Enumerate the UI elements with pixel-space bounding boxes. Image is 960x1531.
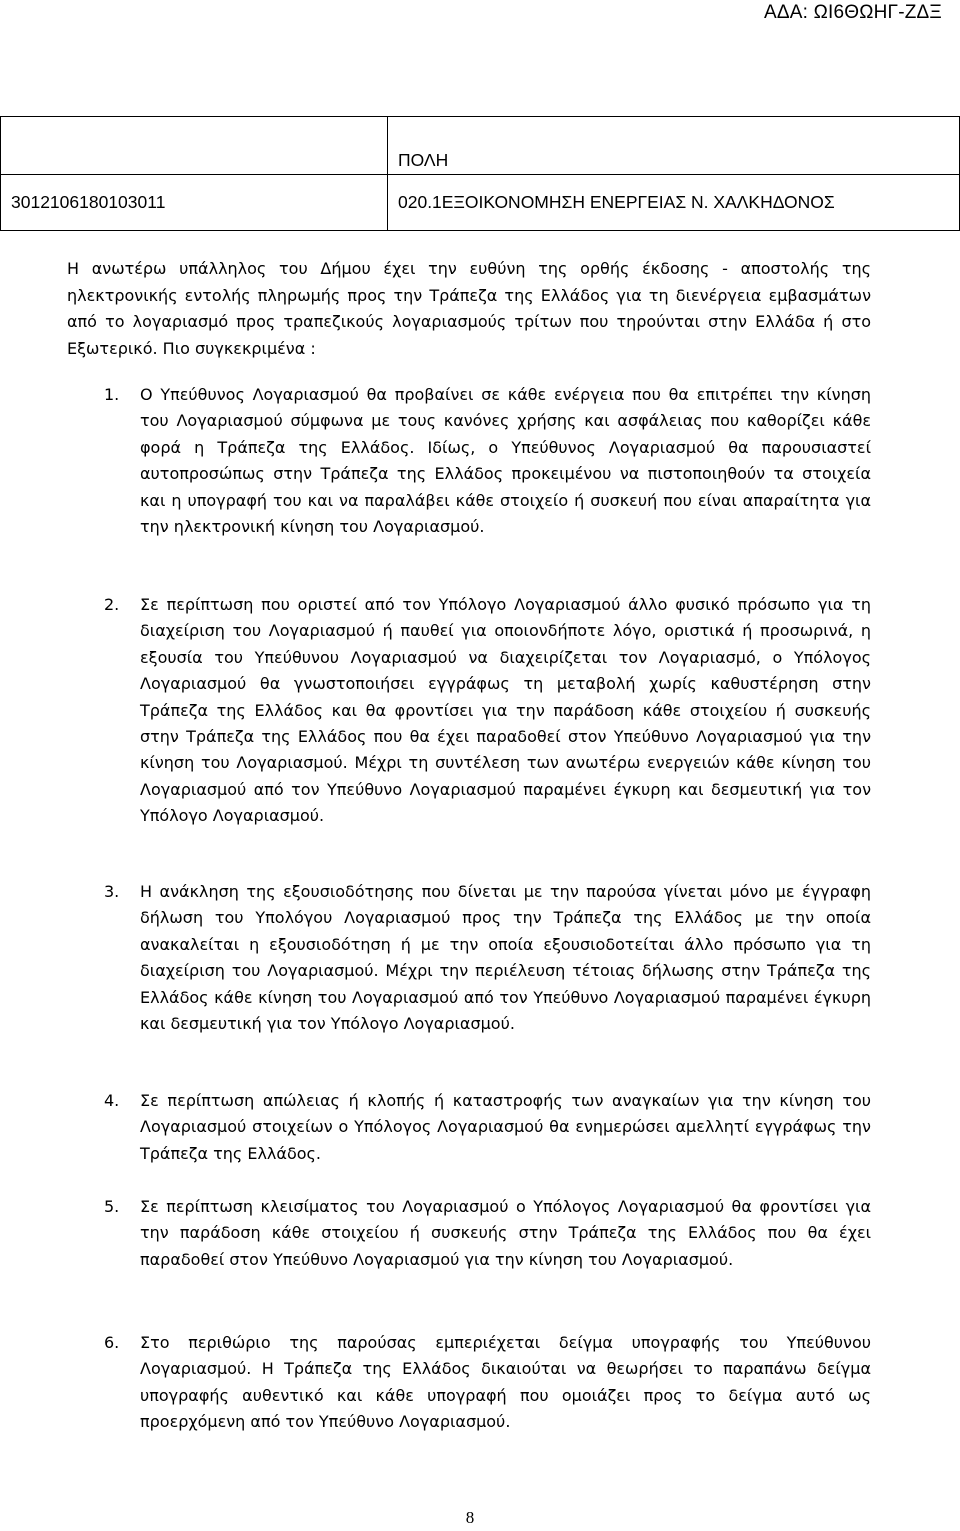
list-item-number: 5. xyxy=(104,1197,120,1216)
list-item-number: 3. xyxy=(104,882,120,901)
page-number: 8 xyxy=(465,1508,475,1527)
list-item xyxy=(104,382,871,540)
intro-paragraph: Η ανωτέρω υπάλληλος του Δήμου έχει την ευθύνη της ορθής έκδοσης - αποστολής της ηλεκτρονικής εντολής πληρωμής προς την Τράπεζα της Ελλάδος για τη διενέργεια εμβασμάτων από το λογαριασμό προς τραπεζικούς λογαριασμούς τρίτων που τηρούνται στην Ελλάδα ή στο Εξωτερικό. Πιο συγκεκριμένα : xyxy=(67,259,871,358)
list-item xyxy=(104,592,871,830)
table-cell-empty xyxy=(1,117,388,175)
list-item-text: Ο Υπεύθυνος Λογαριασμού θα προβαίνει σε κάθε ενέργεια που θα επιτρέπει την κίνηση του Λογαριασμού σύμφωνα με τους κανόνες χρήσης και ασφάλειας που καθορίζει κάθε φορά η Τράπεζα της Ελλάδος. Ιδίως, ο Υπεύθυνος Λογαριασμού θα παρουσιαστεί αυτοπροσώπως στην Τράπεζα της Ελλάδος προκειμένου να πιστοποιηθούν τα στοιχεία και η υπογραφή του και να παραλάβει κάθε στοιχείο ή συσκευή που είναι απαραίτητα για την ηλεκτρονική κίνηση του Λογαριασμού. xyxy=(140,385,871,537)
list-item-number: 6. xyxy=(104,1333,120,1352)
list-item-text: Η ανάκληση της εξουσιοδότησης που δίνεται με την παρούσα γίνεται μόνο με έγγραφη δήλωση του Υπολόγου Λογαριασμού προς την Τράπεζα της Ελλάδος με την οποία ανακαλείται η εξουσιοδότηση ή με την οποία εξουσιοδοτείται άλλο πρόσωπο για τη διαχείριση του Λογαριασμού. Μέχρι την περιέλευση τέτοιας δήλωσης στην Τράπεζα της Ελλάδος κάθε κίνηση του Λογαριασμού από τον Υπεύθυνο Λογαριασμού παραμένει έγκυρη και δεσμευτική για τον Υπόλογο Λογαριασμού. xyxy=(140,882,871,1034)
list-item xyxy=(104,879,871,1037)
list-item-number: 1. xyxy=(104,385,120,404)
table-row xyxy=(1,175,960,231)
list-item-number: 4. xyxy=(104,1091,120,1110)
info-table xyxy=(0,116,960,231)
list-item xyxy=(104,1088,871,1167)
ada-code: ΑΔΑ: ΩΙ6ΘΩΗΓ-ΖΔΞ xyxy=(764,2,942,23)
list-item xyxy=(104,1330,871,1436)
list-item xyxy=(104,1194,871,1273)
table-cell-code: 301210618010301​1 xyxy=(1,175,388,231)
list-item-text: Σε περίπτωση απώλειας ή κλοπής ή καταστροφής των αναγκαίων για την κίνηση του Λογαριασμού στοιχείων ο Υπόλογος Λογαριασμού θα ενημερώσει αμελλητί εγγράφως την Τράπεζα της Ελλάδος. xyxy=(140,1091,871,1163)
table-cell-description: 020.1ΕΞΟΙΚΟΝΟΜΗΣΗ ΕΝΕΡΓΕΙΑΣ Ν. ΧΑΛΚΗΔΟΝΟΣ xyxy=(388,175,960,231)
list-item-text: Σε περίπτωση που οριστεί από τον Υπόλογο Λογαριασμού άλλο φυσικό πρόσωπο για τη διαχείριση του Λογαριασμού ή παυθεί για οποιονδήποτε λόγο, οριστικά ή προσωρινά, η εξουσία του Υπεύθυνου Λογαριασμού να διαχειρίζεται τον Λογαριασμό, ο Υπόλογος Λογαριασμού θα γνωστοποιήσει εγγράφως τη μεταβολή χωρίς καθυστέρηση στην Τράπεζα της Ελλάδος και θα φροντίσει για την παράδοση κάθε στοιχείου ή συσκευής στην Τράπεζα της Ελλάδος που θα έχει παραδοθεί στον Υπεύθυνο Λογαριασμού για την κίνηση του Λογαριασμού. Μέχρι τη συντέλεση των ανωτέρω ενεργειών κάθε κίνηση του Λογαριασμού από τον Υπεύθυνο Λογαριασμού παραμένει έγκυρη και δεσμευτική για τον Υπόλογο Λογαριασμού. xyxy=(140,595,871,826)
list-item-number: 2. xyxy=(104,595,120,614)
list-item-text: Στο περιθώριο της παρούσας εμπεριέχεται δείγμα υπογραφής του Υπεύθυνου Λογαριασμού. Η Τράπεζα της Ελλάδος δικαιούται να θεωρήσει το παραπάνω δείγμα υπογραφής αυθεντικό και κάθε υπογραφή που ομοιάζει προς το δείγμα αυτό ως προερχόμενη από τον Υπεύθυνο Λογαριασμού. xyxy=(140,1333,871,1432)
list-item-text: Σε περίπτωση κλεισίματος του Λογαριασμού ο Υπόλογος Λογαριασμού θα φροντίσει για την παράδοση κάθε στοιχείου ή συσκευής στην Τράπεζα της Ελλάδος που θα έχει παραδοθεί στον Υπεύθυνο Λογαριασμού για την κίνηση του Λογαριασμού. xyxy=(140,1197,871,1269)
table-cell-city: ΠΟΛΗ xyxy=(388,117,960,175)
table-row xyxy=(1,117,960,175)
